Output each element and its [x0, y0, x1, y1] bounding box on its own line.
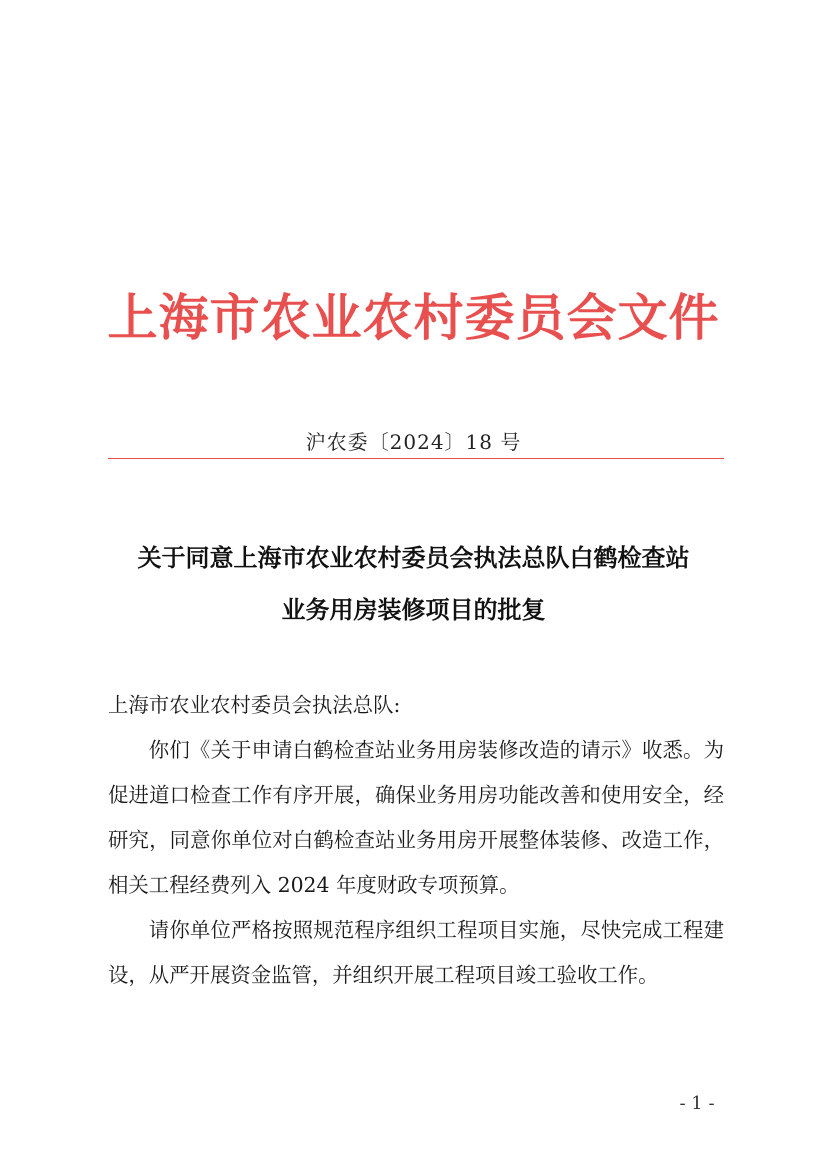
document-title-line-2: 业务用房装修项目的批复 [281, 595, 546, 624]
body-paragraph-2 [108, 908, 724, 998]
document-number: 沪农委〔2024〕18 号 [305, 430, 522, 454]
body-paragraph-1 [108, 728, 724, 908]
red-divider-line [108, 458, 724, 459]
issuer-header: 上海市农业农村委员会文件 [107, 288, 720, 347]
page-number: - 1 - [679, 1093, 715, 1114]
document-title-line-1: 关于同意上海市农业农村委员会执法总队白鹤检查站 [137, 543, 690, 572]
paragraph-text: 你们《关于申请白鹤检查站业务用房装修改造的请示》收悉。为促进道口检查工作有序开展，确保业务用房功能改善和使用安全，经研究，同意你单位对白鹤检查站业务用房开展整体装修、改造工作，相关工程经费列入 2024 年度财政专项预算。 [108, 738, 724, 897]
addressee: 上海市农业农村委员会执法总队: [108, 693, 401, 717]
paragraph-text: 请你单位严格按照规范程序组织工程项目实施，尽快完成工程建设，从严开展资金监管，并组织开展工程项目竣工验收工作。 [108, 918, 724, 987]
